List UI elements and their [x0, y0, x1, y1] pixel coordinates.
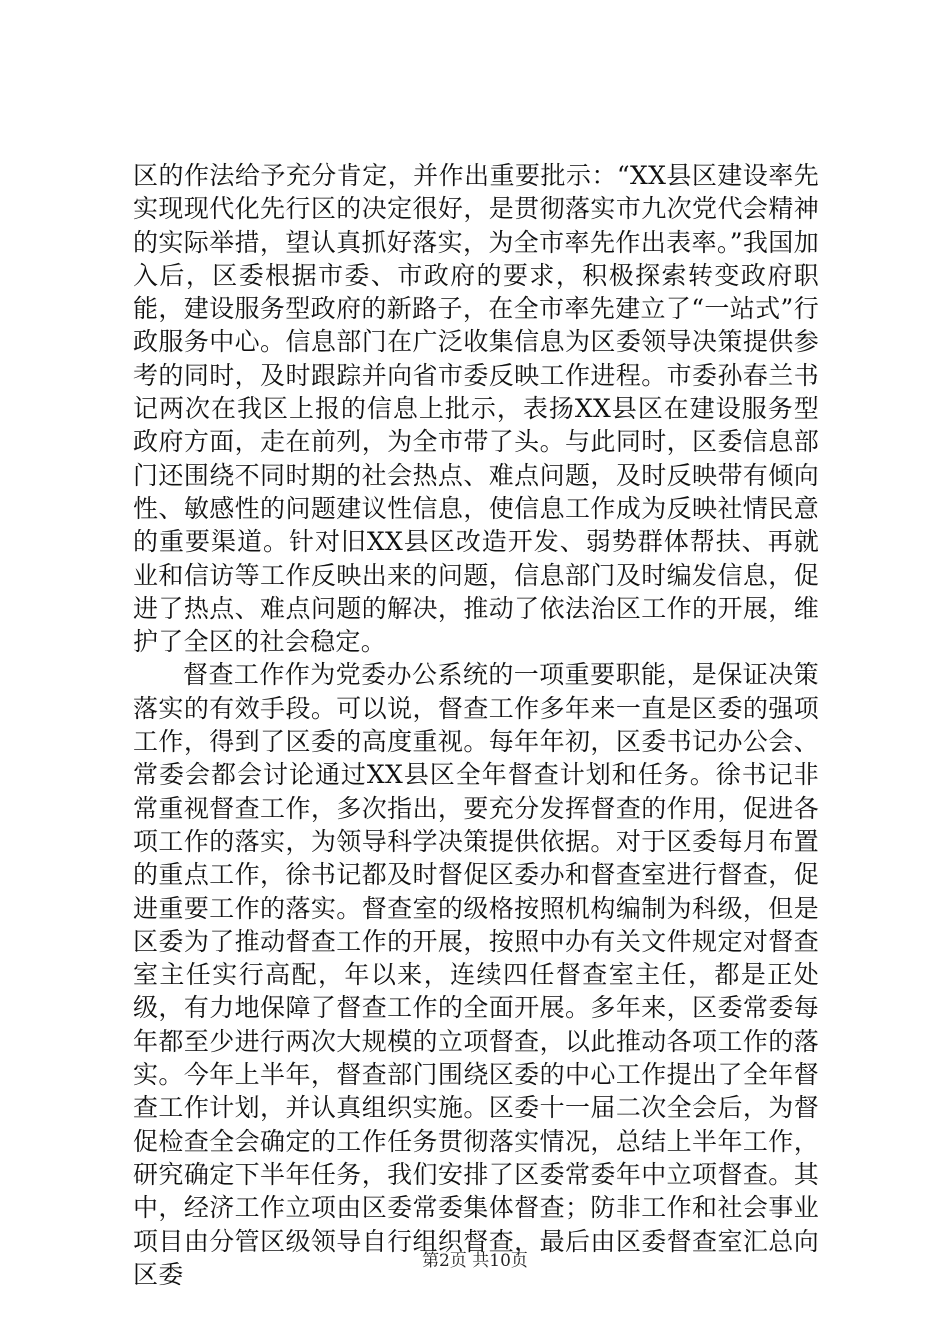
- page-footer: 第2页 共10页: [422, 1251, 528, 1271]
- paragraph-2: 督查工作作为党委办公系统的一项重要职能，是保证决策落实的有效手段。可以说，督查工作多年来一直是区委的强项工作，得到了区委的高度重视。每年年初，区委书记办公会、常委会都会讨论通过XX县区全年督查计划和任务。徐书记非常重视督查工作，多次指出，要充分发挥督查的作用，促进各项工作的落实，为领导科学决策提供依据。对于区委每月布置的重点工作，徐书记都及时督促区委办和督查室进行督查，促进重要工作的落实。督查室的级格按照机构编制为科级，但是区委为了推动督查工作的开展，按照中办有关文件规定对督查室主任实行高配，年以来，连续四任督查室主任，都是正处级，有力地保障了督查工作的全面开展。多年来，区委常委每年都至少进行两次大规模的立项督查，以此推动各项工作的落实。今年上半年，督查部门围绕区委的中心工作提出了全年督查工作计划，并认真组织实施。区委十一届二次全会后，为督促检查全会确定的工作任务贯彻落实情况，总结上半年工作，研究确定下半年任务，我们安排了区委常委年中立项督查。其中，经济工作立项由区委常委集体督查；防非工作和社会事业项目由分管区级领导自行组织督查，最后由区委督查室汇总向区委: [133, 660, 819, 1289]
- paragraph-1: 区的作法给予充分肯定，并作出重要批示：“XX县区建设率先实现现代化先行区的决定很好，是贯彻落实市九次党代会精神的实际举措，望认真抓好落实，为全市率先作出表率。”我国加入后，区委根据市委、市政府的要求，积极探索转变政府职能，建设服务型政府的新路子，在全市率先建立了“一站式”行政服务中心。信息部门在广泛收集信息为区委领导决策提供参考的同时，及时跟踪并向省市委反映工作进程。市委孙春兰书记两次在我区上报的信息上批示，表扬XX县区在建设服务型政府方面，走在前列，为全市带了头。与此同时，区委信息部门还围绕不同时期的社会热点、难点问题，及时反映带有倾向性、敏感性的问题建议性信息，使信息工作成为反映社情民意的重要渠道。针对旧XX县区改造开发、弱势群体帮扶、再就业和信访等工作反映出来的问题，信息部门及时编发信息，促进了热点、难点问题的解决，推动了依法治区工作的开展，维护了全区的社会稳定。: [133, 161, 819, 657]
- body-text: [133, 159, 819, 1291]
